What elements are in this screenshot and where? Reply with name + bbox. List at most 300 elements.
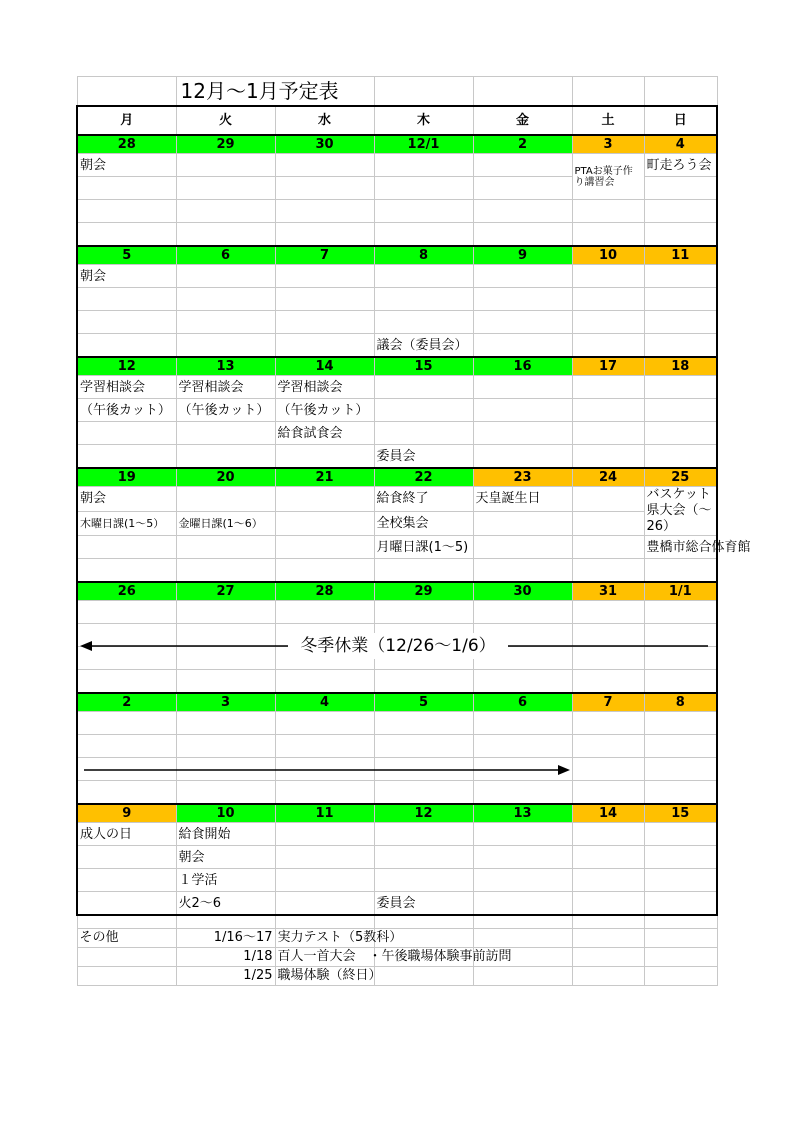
day-number: 2 [473, 135, 572, 154]
event-cell: （午後カット） [275, 399, 374, 422]
week-date-row [77, 693, 717, 712]
event-cell [644, 177, 717, 200]
event-row [77, 823, 717, 846]
event-cell [275, 511, 374, 536]
event-row [77, 334, 717, 358]
other-item-text: 百人一首大会 ・午後職場体験事前訪問 [275, 948, 374, 967]
event-row [77, 422, 717, 445]
weekday-header: 土 [572, 106, 644, 135]
event-cell [374, 823, 473, 846]
day-number: 13 [473, 804, 572, 823]
event-cell [572, 869, 644, 892]
event-cell [77, 712, 176, 735]
blank-cell [473, 967, 572, 986]
event-cell [374, 601, 473, 624]
day-number: 3 [572, 135, 644, 154]
event-cell [644, 823, 717, 846]
day-number: 23 [473, 468, 572, 487]
event-cell: 学習相談会 [176, 376, 275, 399]
event-row [77, 399, 717, 422]
event-cell: 給食開始 [176, 823, 275, 846]
event-cell [77, 781, 176, 805]
event-cell [572, 445, 644, 469]
blank-cell [572, 948, 644, 967]
title-cell [77, 77, 176, 107]
event-cell [473, 223, 572, 247]
event-row [77, 712, 717, 735]
event-cell [473, 892, 572, 916]
event-cell: （午後カット） [176, 399, 275, 422]
day-number: 6 [176, 246, 275, 265]
day-number: 11 [644, 246, 717, 265]
event-cell [374, 670, 473, 694]
event-cell [77, 200, 176, 223]
event-cell [644, 376, 717, 399]
day-number: 25 [644, 468, 717, 487]
event-cell: 朝会 [77, 265, 176, 288]
event-cell [176, 781, 275, 805]
event-cell: 木曜日課(1～5） [77, 511, 176, 536]
event-cell [572, 265, 644, 288]
event-cell [644, 334, 717, 358]
event-cell [77, 846, 176, 869]
event-cell [275, 288, 374, 311]
event-cell [644, 712, 717, 735]
event-cell [473, 334, 572, 358]
event-cell [473, 536, 572, 559]
event-cell [77, 536, 176, 559]
event-row [77, 511, 717, 536]
event-cell [275, 670, 374, 694]
event-cell [275, 892, 374, 916]
event-cell [374, 422, 473, 445]
event-cell [77, 559, 176, 583]
event-cell [275, 869, 374, 892]
day-number: 21 [275, 468, 374, 487]
event-cell [275, 712, 374, 735]
event-cell [644, 869, 717, 892]
event-cell [374, 265, 473, 288]
event-cell [572, 422, 644, 445]
event-cell [77, 735, 176, 758]
event-cell [374, 559, 473, 583]
event-cell [644, 758, 717, 781]
schedule-table [76, 76, 751, 986]
event-cell [176, 422, 275, 445]
event-row [77, 892, 717, 916]
day-number: 2 [77, 693, 176, 712]
week-date-row [77, 468, 717, 487]
event-cell [473, 735, 572, 758]
event-cell [275, 735, 374, 758]
event-cell [473, 712, 572, 735]
event-cell [572, 559, 644, 583]
blank-cell [374, 915, 473, 929]
day-number: 30 [473, 582, 572, 601]
event-cell [275, 559, 374, 583]
event-cell [275, 154, 374, 177]
day-number: 9 [77, 804, 176, 823]
day-number: 9 [473, 246, 572, 265]
day-number: 12 [77, 357, 176, 376]
event-cell [176, 311, 275, 334]
event-cell [275, 223, 374, 247]
day-number: 14 [572, 804, 644, 823]
day-number: 13 [176, 357, 275, 376]
event-cell [572, 288, 644, 311]
event-cell [473, 670, 572, 694]
event-row [77, 559, 717, 583]
event-cell [572, 712, 644, 735]
event-row [77, 670, 717, 694]
event-cell: １学活 [176, 869, 275, 892]
weekday-header: 金 [473, 106, 572, 135]
event-cell [572, 735, 644, 758]
event-cell: 給食試食会 [275, 422, 374, 445]
day-number: 7 [275, 246, 374, 265]
day-number: 18 [644, 357, 717, 376]
event-row [77, 265, 717, 288]
blank-cell [644, 915, 717, 929]
event-cell: 火2～6 [176, 892, 275, 916]
event-cell [176, 735, 275, 758]
event-cell [275, 311, 374, 334]
day-number: 17 [572, 357, 644, 376]
week-date-row [77, 246, 717, 265]
event-cell [644, 601, 717, 624]
day-number: 29 [374, 582, 473, 601]
event-cell [572, 781, 644, 805]
day-number: 26 [77, 582, 176, 601]
event-cell: 豊橋市総合体育館 [644, 536, 717, 559]
event-cell [275, 601, 374, 624]
winter-break-label: 冬季休業（12/26～1/6） [288, 633, 508, 659]
event-cell [374, 399, 473, 422]
event-row [77, 223, 717, 247]
blank-cell [77, 967, 176, 986]
event-row [77, 154, 717, 177]
event-cell [176, 536, 275, 559]
blank-cell [572, 929, 644, 948]
blank-cell [176, 915, 275, 929]
event-cell: 月曜日課(1～5) [374, 536, 473, 559]
day-number: 28 [77, 135, 176, 154]
week-date-row [77, 804, 717, 823]
event-cell [473, 154, 572, 177]
event-cell [473, 177, 572, 200]
event-cell [176, 445, 275, 469]
event-cell [473, 265, 572, 288]
day-number: 28 [275, 582, 374, 601]
day-number: 12/1 [374, 135, 473, 154]
event-cell [275, 823, 374, 846]
title-cell [473, 77, 572, 107]
day-number: 27 [176, 582, 275, 601]
day-number: 30 [275, 135, 374, 154]
page-title: 12月～1月予定表 [176, 77, 374, 107]
title-cell [572, 77, 644, 107]
other-item-row [77, 967, 717, 986]
blank-cell [275, 915, 374, 929]
event-cell [572, 823, 644, 846]
event-row [77, 601, 717, 624]
event-cell: 全校集会 [374, 511, 473, 536]
event-cell: PTAお菓子作り講習会 [572, 154, 644, 200]
event-cell: 給食終了 [374, 487, 473, 512]
schedule-sheet [76, 76, 751, 986]
day-number: 4 [644, 135, 717, 154]
event-cell [176, 223, 275, 247]
event-cell [572, 846, 644, 869]
day-number: 11 [275, 804, 374, 823]
day-number: 10 [176, 804, 275, 823]
event-cell [176, 601, 275, 624]
event-cell [374, 735, 473, 758]
event-cell [473, 422, 572, 445]
event-cell: 朝会 [176, 846, 275, 869]
event-cell: 委員会 [374, 892, 473, 916]
event-cell [473, 376, 572, 399]
day-number: 24 [572, 468, 644, 487]
day-number: 31 [572, 582, 644, 601]
event-cell [77, 445, 176, 469]
event-cell [473, 399, 572, 422]
event-cell [176, 559, 275, 583]
event-row [77, 735, 717, 758]
spacer-row [77, 915, 717, 929]
event-cell [644, 422, 717, 445]
event-cell [176, 334, 275, 358]
event-cell [374, 869, 473, 892]
event-cell [473, 200, 572, 223]
event-cell [374, 712, 473, 735]
event-cell [473, 445, 572, 469]
event-cell [374, 376, 473, 399]
event-cell [473, 823, 572, 846]
blank-cell [572, 915, 644, 929]
event-cell [572, 376, 644, 399]
event-cell: 委員会 [374, 445, 473, 469]
other-item-date: 1/16～17 [176, 929, 275, 948]
event-cell [374, 781, 473, 805]
event-cell [644, 399, 717, 422]
event-cell [275, 846, 374, 869]
event-cell [77, 311, 176, 334]
day-number: 8 [374, 246, 473, 265]
event-cell [77, 670, 176, 694]
day-number: 5 [77, 246, 176, 265]
weekday-header: 水 [275, 106, 374, 135]
event-cell: バスケット県大会（～26） [644, 487, 717, 536]
blank-cell [572, 967, 644, 986]
day-number: 3 [176, 693, 275, 712]
event-cell [572, 223, 644, 247]
title-cell [644, 77, 717, 107]
event-cell [644, 311, 717, 334]
blank-cell [473, 929, 572, 948]
event-cell: 成人の日 [77, 823, 176, 846]
event-cell [275, 265, 374, 288]
event-cell [572, 311, 644, 334]
blank-cell [77, 948, 176, 967]
event-cell [374, 200, 473, 223]
weekday-header: 月 [77, 106, 176, 135]
blank-cell [473, 915, 572, 929]
event-cell: 金曜日課(1～6） [176, 511, 275, 536]
continuation-arrow [82, 762, 572, 778]
event-cell [473, 781, 572, 805]
event-cell [77, 601, 176, 624]
event-row [77, 536, 717, 559]
event-cell [77, 288, 176, 311]
event-cell [275, 445, 374, 469]
event-cell [644, 735, 717, 758]
event-cell [473, 511, 572, 536]
event-cell [572, 200, 644, 223]
event-cell [572, 334, 644, 358]
event-cell [374, 177, 473, 200]
title-row [77, 77, 717, 107]
event-cell [176, 712, 275, 735]
day-number: 12 [374, 804, 473, 823]
week-date-row [77, 135, 717, 154]
weekday-header: 木 [374, 106, 473, 135]
day-number: 7 [572, 693, 644, 712]
event-cell: 朝会 [77, 154, 176, 177]
weekday-header: 日 [644, 106, 717, 135]
event-cell [473, 601, 572, 624]
day-number: 1/1 [644, 582, 717, 601]
day-number: 19 [77, 468, 176, 487]
event-cell [275, 334, 374, 358]
event-row [77, 200, 717, 223]
event-cell [374, 846, 473, 869]
other-item-date: 1/25 [176, 967, 275, 986]
event-cell: 朝会 [77, 487, 176, 512]
event-cell [77, 892, 176, 916]
event-cell [176, 177, 275, 200]
day-number: 22 [374, 468, 473, 487]
blank-cell [644, 929, 717, 948]
blank-cell [77, 915, 176, 929]
week-date-row [77, 582, 717, 601]
event-cell [176, 487, 275, 512]
event-cell [77, 422, 176, 445]
other-item-date: 1/18 [176, 948, 275, 967]
day-number: 14 [275, 357, 374, 376]
event-cell [473, 288, 572, 311]
event-row [77, 846, 717, 869]
blank-cell [644, 967, 717, 986]
event-cell [473, 311, 572, 334]
blank-cell [374, 967, 473, 986]
event-cell: 学習相談会 [77, 376, 176, 399]
event-cell [473, 559, 572, 583]
event-cell [176, 288, 275, 311]
event-cell [572, 670, 644, 694]
event-cell [77, 177, 176, 200]
title-cell [374, 77, 473, 107]
event-cell [572, 399, 644, 422]
event-cell [572, 601, 644, 624]
event-cell [176, 200, 275, 223]
event-row [77, 288, 717, 311]
week-date-row [77, 357, 717, 376]
day-number: 10 [572, 246, 644, 265]
day-number: 8 [644, 693, 717, 712]
event-cell [572, 487, 644, 512]
event-cell [275, 487, 374, 512]
event-cell [374, 288, 473, 311]
event-cell [275, 177, 374, 200]
winter-break-banner [78, 633, 712, 659]
event-cell [644, 265, 717, 288]
event-cell [176, 670, 275, 694]
event-cell [644, 559, 717, 583]
other-item-row [77, 948, 717, 967]
event-cell: 学習相談会 [275, 376, 374, 399]
weekday-header-row [77, 106, 717, 135]
event-cell [374, 223, 473, 247]
event-cell [644, 200, 717, 223]
day-number: 15 [644, 804, 717, 823]
event-cell [644, 670, 717, 694]
other-item-row [77, 929, 717, 948]
event-cell [374, 154, 473, 177]
event-cell [473, 869, 572, 892]
event-cell [572, 758, 644, 781]
event-cell [644, 846, 717, 869]
event-cell [77, 223, 176, 247]
event-row [77, 487, 717, 512]
day-number: 15 [374, 357, 473, 376]
event-cell [644, 781, 717, 805]
event-cell [374, 311, 473, 334]
other-item-text: 実力テスト（5教科） [275, 929, 374, 948]
blank-cell [644, 948, 717, 967]
event-cell [77, 869, 176, 892]
event-cell [572, 536, 644, 559]
other-label: その他 [77, 929, 176, 948]
other-item-text: 職場体験（終日） [275, 967, 374, 986]
day-number: 20 [176, 468, 275, 487]
event-cell [77, 334, 176, 358]
day-number: 5 [374, 693, 473, 712]
event-cell [572, 892, 644, 916]
day-number: 4 [275, 693, 374, 712]
event-cell [644, 288, 717, 311]
event-cell [275, 781, 374, 805]
event-cell: 天皇誕生日 [473, 487, 572, 512]
event-cell [176, 265, 275, 288]
event-cell [275, 200, 374, 223]
event-cell: 議会（委員会） [374, 334, 473, 358]
event-cell [644, 445, 717, 469]
event-cell [644, 892, 717, 916]
event-cell [572, 511, 644, 536]
day-number: 6 [473, 693, 572, 712]
event-cell [176, 154, 275, 177]
day-number: 29 [176, 135, 275, 154]
event-cell [275, 536, 374, 559]
event-row [77, 445, 717, 469]
event-cell [473, 846, 572, 869]
event-row [77, 869, 717, 892]
event-cell: 町走ろう会 [644, 154, 717, 177]
event-row [77, 376, 717, 399]
weekday-header: 火 [176, 106, 275, 135]
event-row [77, 311, 717, 334]
